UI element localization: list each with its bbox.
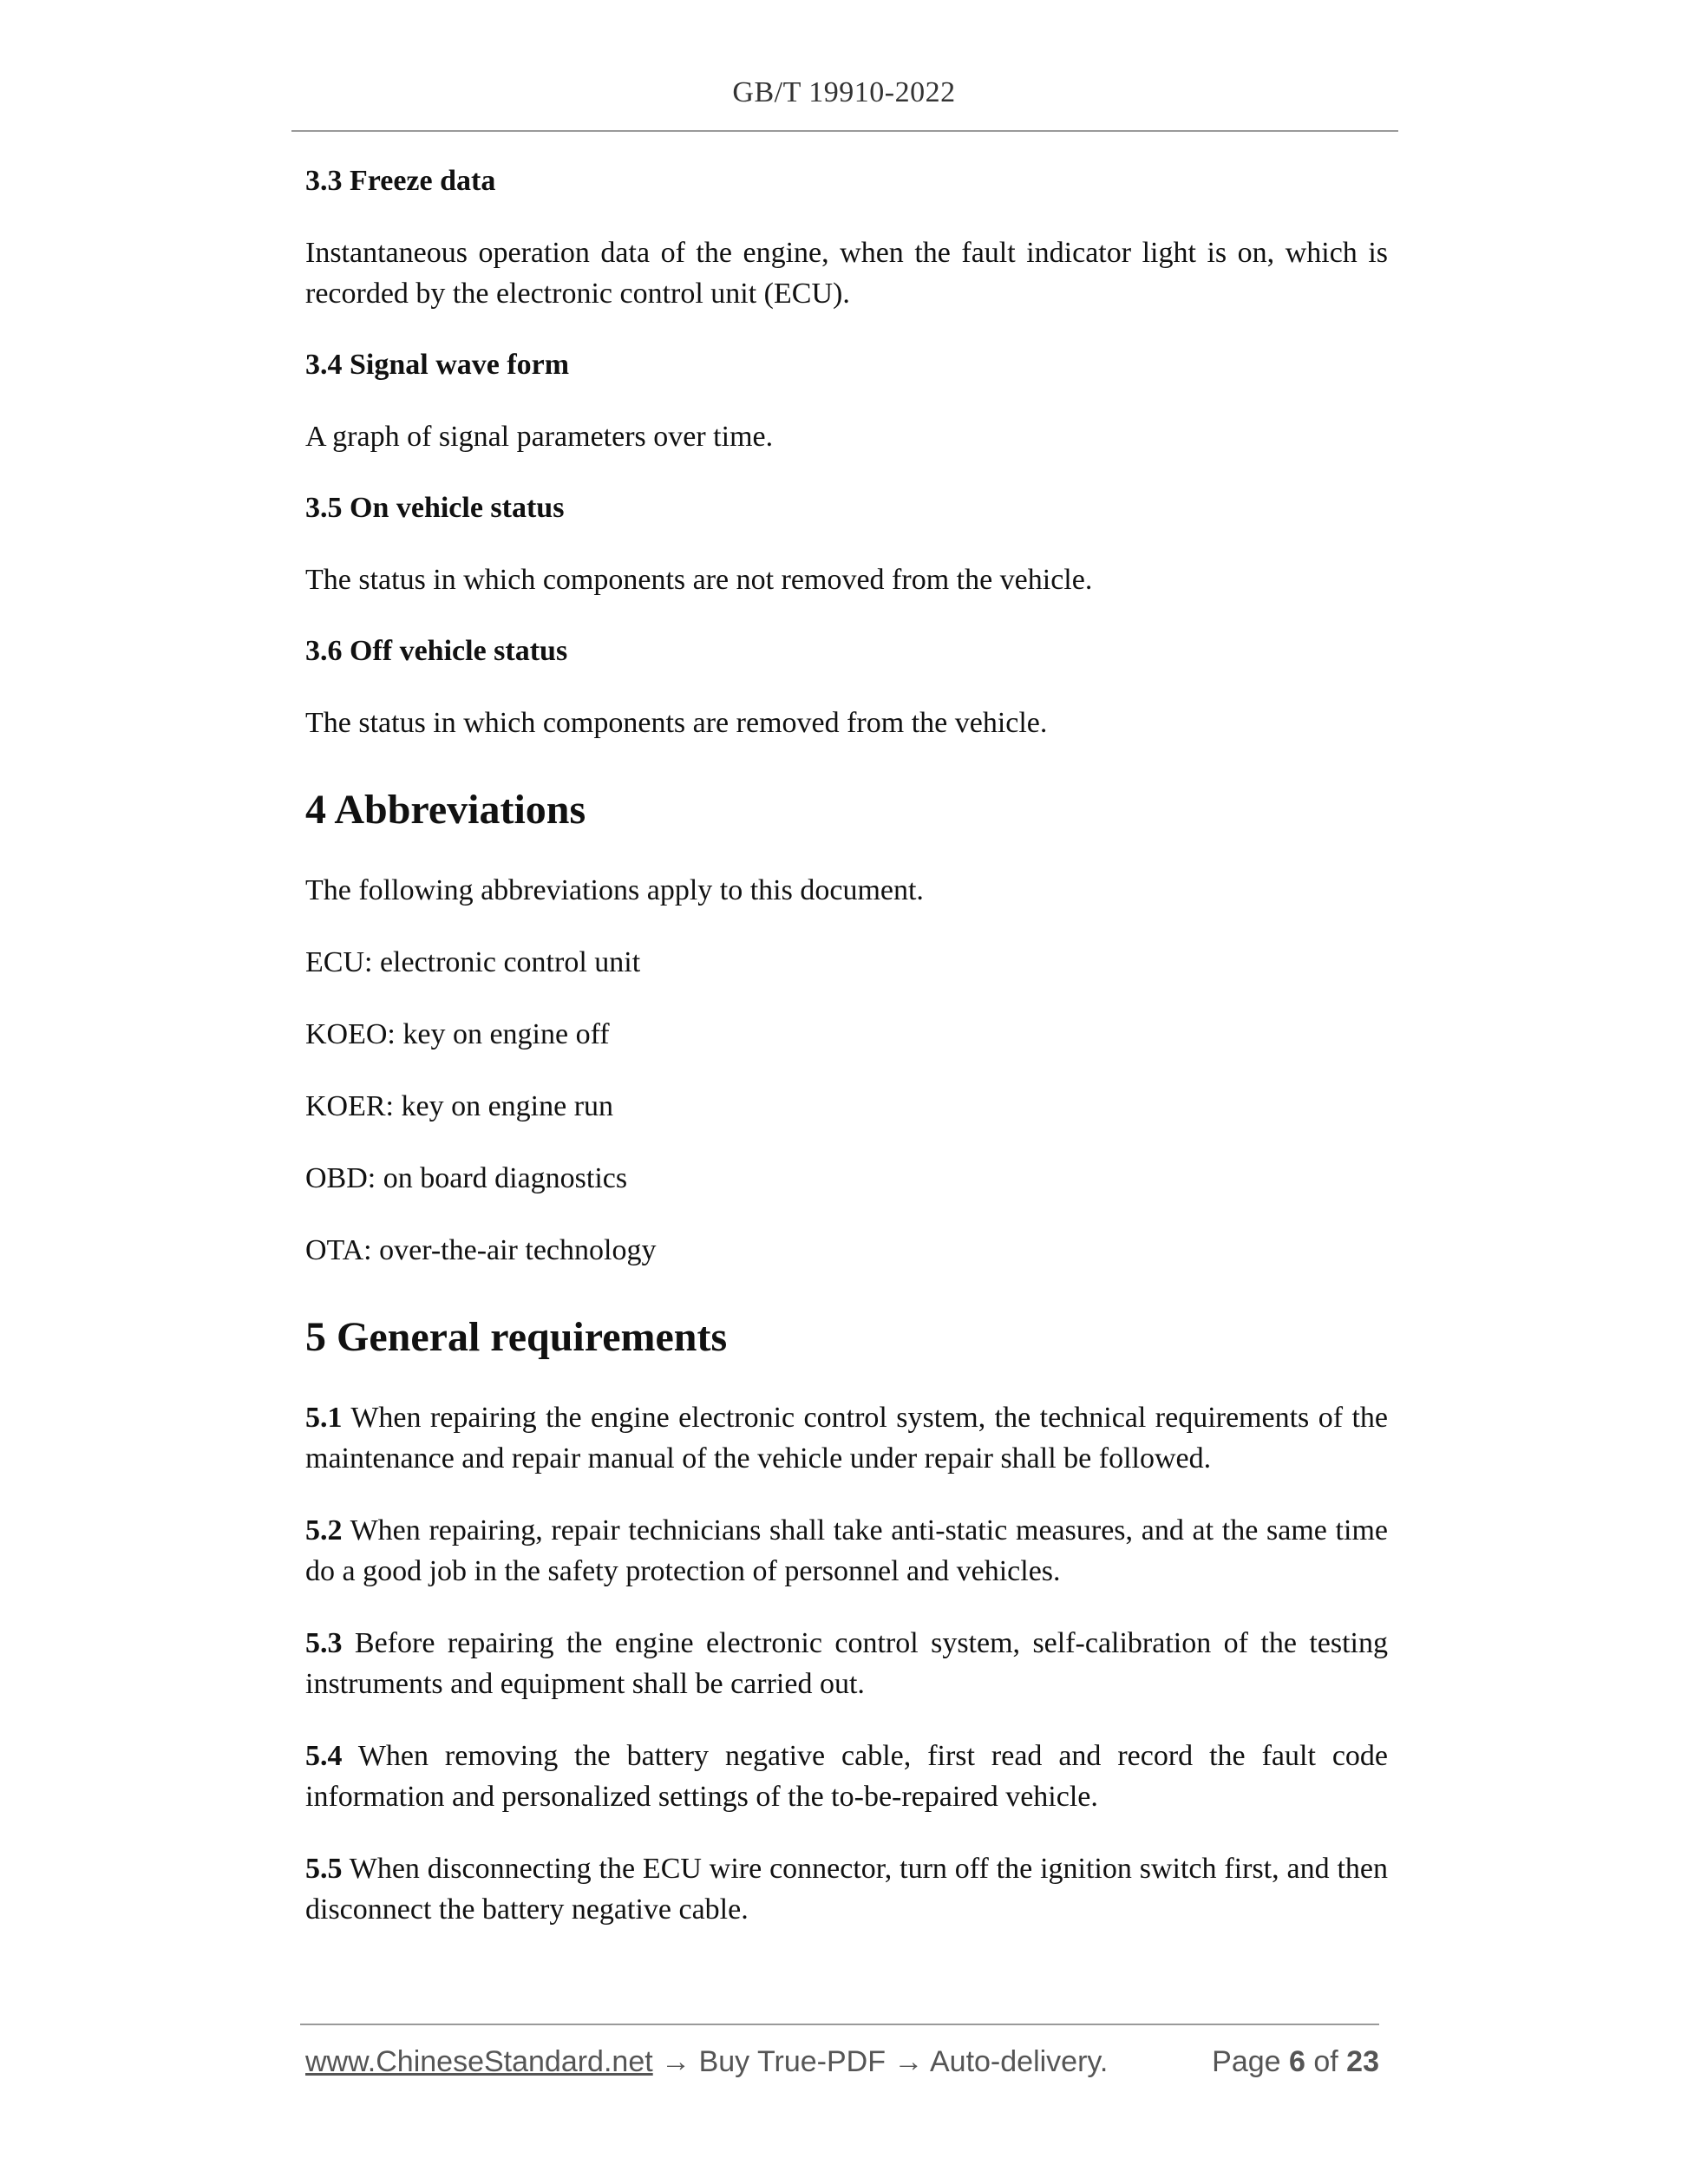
section-3-6-heading: 3.6 Off vehicle status <box>305 635 568 667</box>
section-3-5-text: The status in which components are not removed from the vehicle. <box>305 564 1093 596</box>
website-link[interactable]: www.ChineseStandard.net <box>305 2045 653 2078</box>
section-3-6-text: The status in which components are removed from the vehicle. <box>305 707 1048 739</box>
section-4-intro: The following abbreviations apply to this document. <box>305 874 924 906</box>
requirement-text: When repairing, repair technicians shall take anti-static measures, and at the same time do a good job in the safety protection of personnel and vehicles. <box>305 1514 1388 1587</box>
abbreviation-item: KOEO: key on engine off <box>305 1018 610 1050</box>
requirement-number: 5.5 <box>305 1853 343 1885</box>
section-3-4-heading: 3.4 Signal wave form <box>305 349 570 381</box>
abbreviation-item: ECU: electronic control unit <box>305 946 641 978</box>
abbreviation-item: OTA: over-the-air technology <box>305 1234 657 1266</box>
footer-promo <box>305 2045 1108 2079</box>
section-3-5-heading: 3.5 On vehicle status <box>305 492 565 524</box>
footer-promo-text: → Buy True-PDF → Auto-delivery. <box>652 2045 1109 2078</box>
page-of-label: of <box>1305 2045 1347 2078</box>
requirement-number: 5.3 <box>305 1627 343 1659</box>
requirement-number: 5.2 <box>305 1514 343 1546</box>
requirement-item <box>305 1736 1388 1817</box>
requirement-item <box>305 1623 1388 1704</box>
abbreviation-item: KOER: key on engine run <box>305 1090 614 1122</box>
document-footer <box>305 2045 1379 2079</box>
abbreviation-item: OBD: on board diagnostics <box>305 1162 628 1194</box>
requirement-item <box>305 1848 1388 1930</box>
page-total: 23 <box>1346 2045 1379 2078</box>
requirement-item <box>305 1510 1388 1592</box>
section-3-3-heading: 3.3 Freeze data <box>305 165 496 197</box>
section-4-heading: 4 Abbreviations <box>305 787 586 833</box>
page-indicator <box>1212 2045 1379 2079</box>
document-body <box>305 161 1388 1961</box>
footer-divider <box>300 2024 1379 2025</box>
section-3-3-text: Instantaneous operation data of the engine, when the fault indicator light is on, which is recorded by the electronic control unit (ECU). <box>305 237 1388 310</box>
requirement-text: When repairing the engine electronic control system, the technical requirements of the maintenance and repair manual of the vehicle under repair shall be followed. <box>305 1402 1388 1475</box>
page-label: Page <box>1212 2045 1289 2078</box>
requirement-number: 5.4 <box>305 1740 343 1772</box>
requirement-text: When removing the battery negative cable, first read and record the fault code information and personalized settings of the to-be-repaired vehicle. <box>305 1740 1388 1813</box>
requirement-text: Before repairing the engine electronic control system, self-calibration of the testing instruments and equipment shall be carried out. <box>305 1627 1388 1700</box>
document-header: GB/T 19910-2022 <box>732 76 956 108</box>
requirement-text: When disconnecting the ECU wire connector, turn off the ignition switch first, and then disconnect the battery negative cable. <box>305 1853 1388 1926</box>
requirement-item <box>305 1397 1388 1479</box>
page-current: 6 <box>1289 2045 1305 2078</box>
header-divider <box>291 130 1398 132</box>
section-5-heading: 5 General requirements <box>305 1314 728 1360</box>
requirement-number: 5.1 <box>305 1402 343 1434</box>
section-3-4-text: A graph of signal parameters over time. <box>305 421 774 453</box>
